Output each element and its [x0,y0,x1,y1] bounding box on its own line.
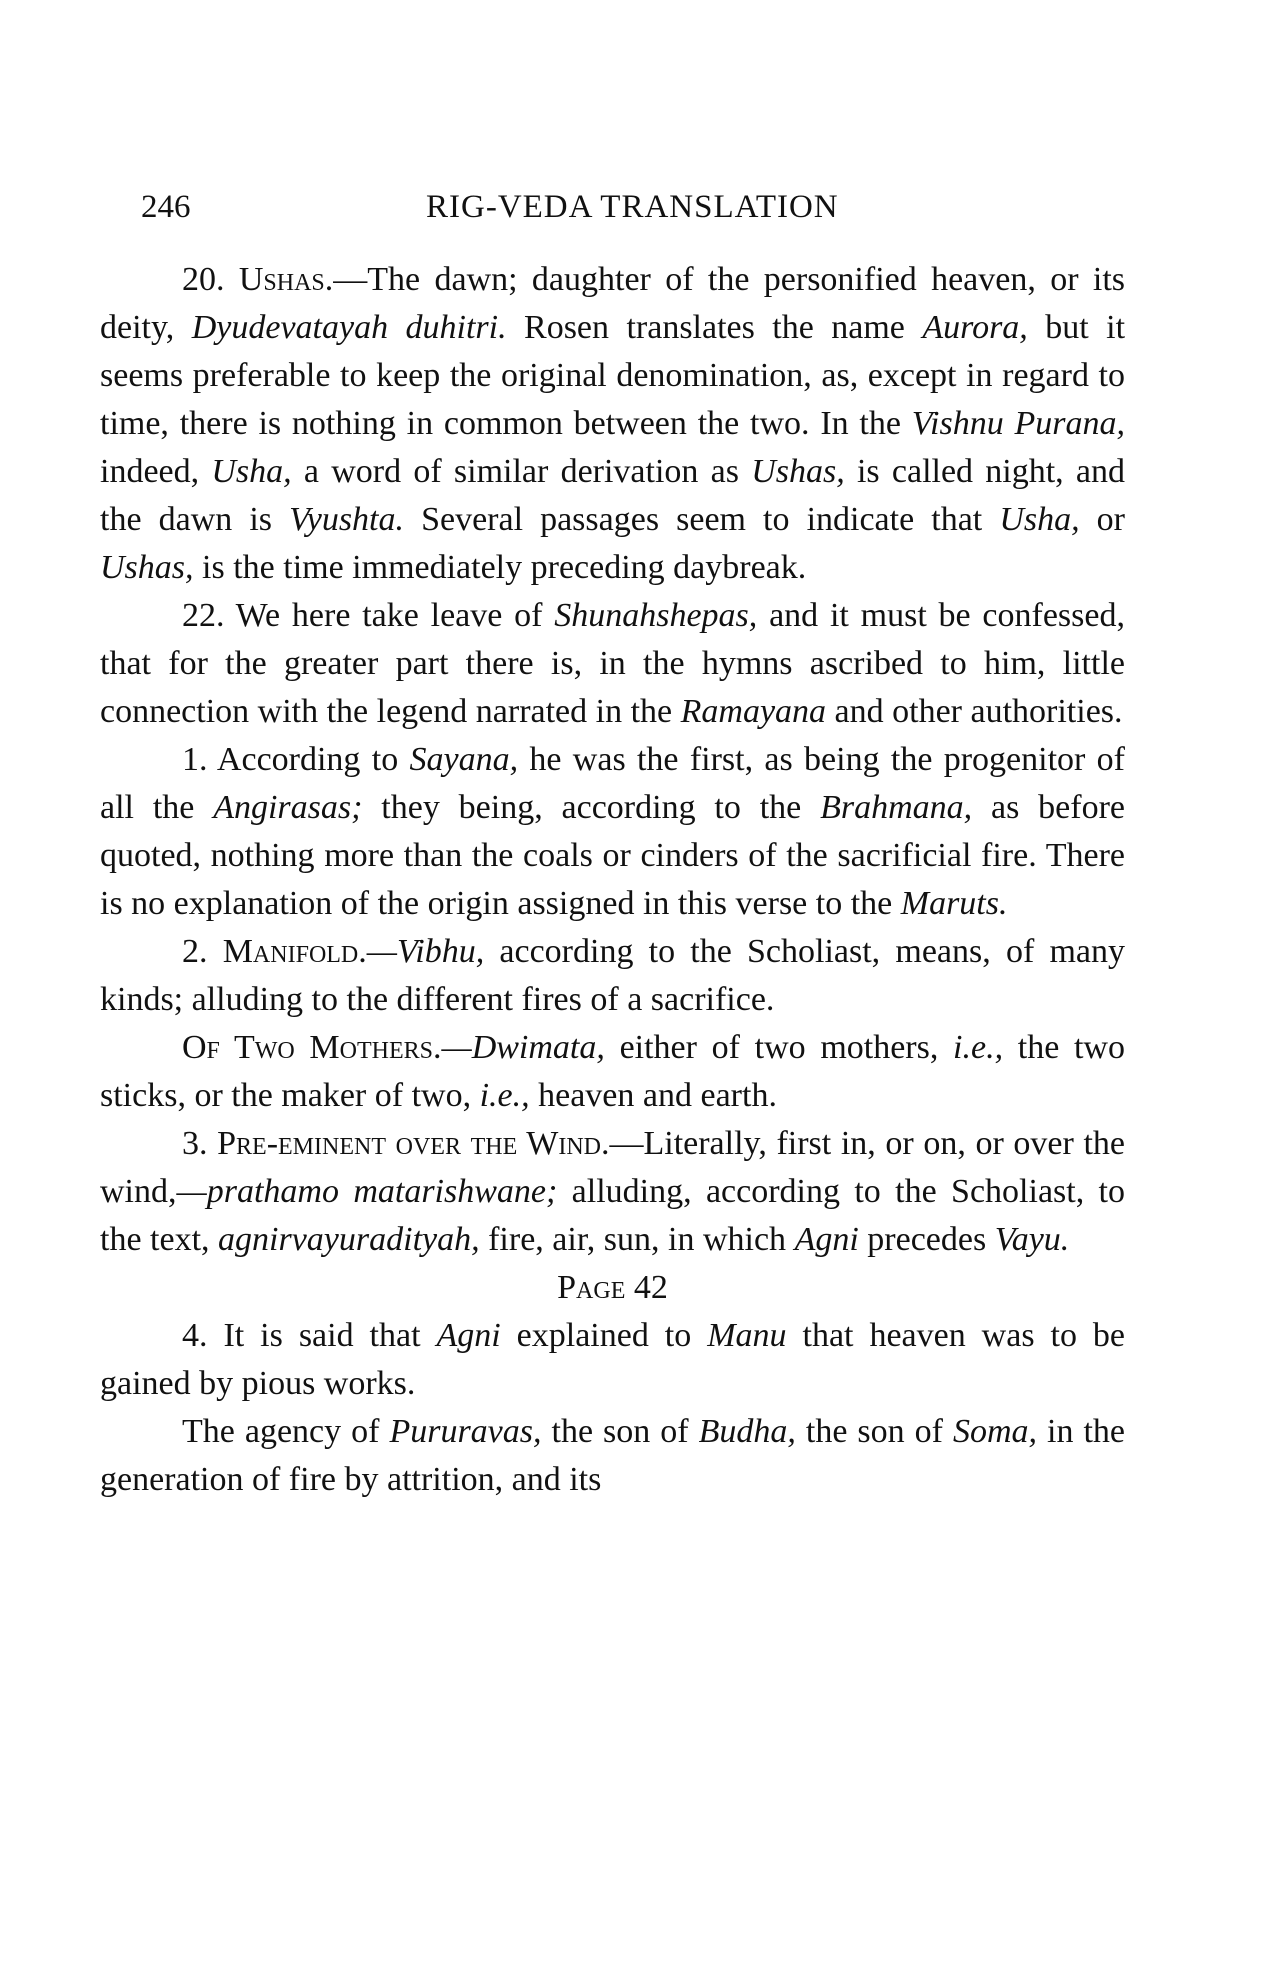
note-number: 1. [182,741,208,778]
note-number: 20. [182,261,225,298]
note-20-paragraph: 20. Ushas.—The dawn; daughter of the personified heaven, or its deity, Dyudevatayah duhitri. Rosen translates the name Aurora, but it seems preferable to keep the original denomination, as, except in regard to time, there is nothing in common between the two. In the Vishnu Purana, indeed, Usha, a word of similar derivation as Ushas, is called night, and the dawn is Vyushta. Several passages seem to indicate that Usha, or Ushas, is the time immediately preceding daybreak. [100,261,1126,586]
body-text [100,256,1125,1504]
two-mothers-paragraph: Of Two Mothers.—Dwimata, either of two mothers, i.e., the two sticks, or the maker of two, i.e., heaven and earth. [100,1029,1125,1114]
note-number: 4. [182,1317,208,1354]
note-label: Pre-eminent over the Wind. [217,1125,610,1162]
note-1-paragraph: 1. According to Sayana, he was the first, as being the progenitor of all the Angirasas; they being, according to the Brahmana, as before quoted, nothing more than the coals or cinders of the sacrificial fire. There is no explanation of the origin assigned in this verse to the Maruts. [100,741,1125,922]
page-header [141,182,1101,232]
note-number: 3. [182,1125,208,1162]
pururavas-paragraph: The agency of Pururavas, the son of Budha, the son of Soma, in the generation of fire by attrition, and its [100,1413,1125,1498]
note-label: Of Two Mothers. [182,1029,442,1066]
note-4-paragraph: 4. It is said that Agni explained to Manu that heaven was to be gained by pious works. [100,1317,1126,1402]
page-number: 246 [141,189,191,225]
note-3-paragraph: 3. Pre-eminent over the Wind.—Literally, first in, or on, or over the wind,—prathamo matarishwane; alluding, according to the Scholiast, to the text, agnirvayuradityah, fire, air, sun, in which Agni precedes Vayu. [100,1125,1126,1258]
note-label: Ushas. [238,261,334,298]
note-number: 2. [182,933,208,970]
section-heading: Page 42 [557,1269,668,1306]
note-2-paragraph: 2. Manifold.—Vibhu, according to the Scholiast, means, of many kinds; alluding to the different fires of a sacrifice. [100,933,1126,1018]
note-22-paragraph: 22. We here take leave of Shunahshepas, and it must be confessed, that for the greater part there is, in the hymns ascribed to him, little connection with the legend narrated in the Ramayana and other authorities. [100,597,1125,730]
running-title: RIG-VEDA TRANSLATION [426,189,839,225]
note-number: 22. [182,597,225,634]
note-label: Manifold. [222,933,367,970]
